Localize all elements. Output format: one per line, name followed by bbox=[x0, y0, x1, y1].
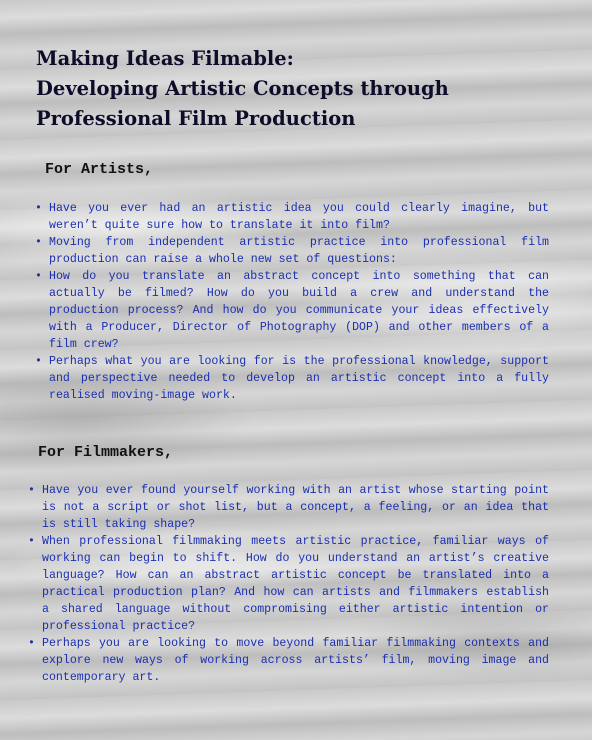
filmmakers-list bbox=[28, 482, 549, 686]
artists-heading: For Artists, bbox=[45, 161, 154, 178]
list-item: • How do you translate an abstract concept into something that can actually be filmed? How do you build a crew and understand the production process? And how do you communicate your ideas effectively with a Producer, Director of Photography (DOP) and other members of a film crew? bbox=[35, 268, 549, 353]
page-title bbox=[36, 44, 556, 134]
title-line-1: Making Ideas Filmable: bbox=[36, 47, 294, 70]
title-line-2: Developing Artistic Concepts through bbox=[36, 77, 449, 100]
list-item: • Have you ever had an artistic idea you could clearly imagine, but weren’t quite sure how to translate it into film? bbox=[35, 200, 549, 234]
list-item: • Perhaps what you are looking for is the professional knowledge, support and perspective needed to develop an artistic concept into a fully realised moving-image work. bbox=[35, 353, 549, 404]
list-item: • When professional filmmaking meets artistic practice, familiar ways of working can begin to shift. How do you understand an artist’s creative language? How can an abstract artistic concept be translated into a practical production plan? And how can artists and filmmakers establish a shared language without compromising either artistic intention or professional practice? bbox=[28, 533, 549, 635]
filmmakers-heading: For Filmmakers, bbox=[38, 444, 174, 461]
title-line-3: Professional Film Production bbox=[36, 107, 356, 130]
list-item: • Perhaps you are looking to move beyond familiar filmmaking contexts and explore new ways of working across artists’ film, moving image and contemporary art. bbox=[28, 635, 549, 686]
list-item: • Have you ever found yourself working with an artist whose starting point is not a script or shot list, but a concept, a feeling, or an idea that is still taking shape? bbox=[28, 482, 549, 533]
artists-list bbox=[35, 200, 549, 404]
list-item: • Moving from independent artistic practice into professional film production can raise a whole new set of questions: bbox=[35, 234, 549, 268]
